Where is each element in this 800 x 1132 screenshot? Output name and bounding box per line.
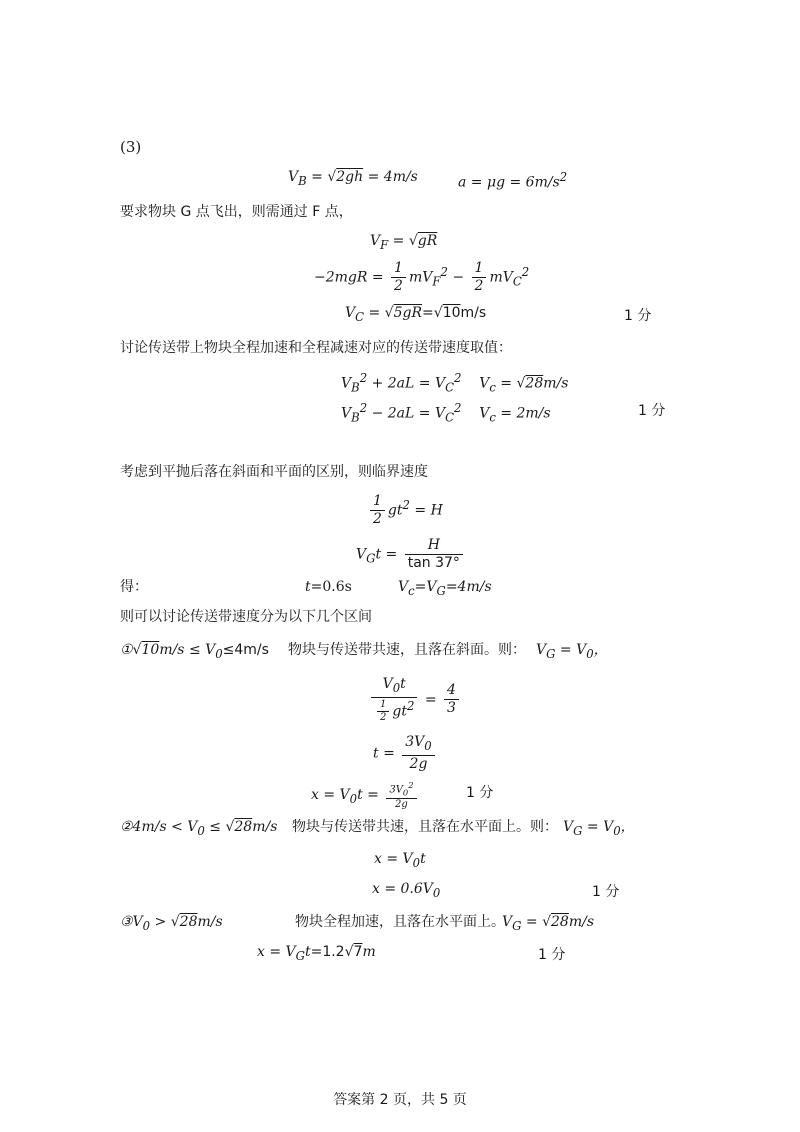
score-4: 1 分 (592, 884, 620, 900)
case2-range: ②4m/s < $V_0 \le √28m/s$ (120, 819, 278, 838)
score-2: 1 分 (638, 403, 666, 419)
vb-equation: $V_B = √2gh = 4m/s$ (288, 169, 418, 188)
case2-distance-value: $x = 0.6V_0$ (372, 881, 441, 900)
requirement-text: 要求物块 G 点飞出，则需通过 F 点， (120, 204, 353, 220)
discussion-text: 讨论传送带上物块全程加速和全程减速对应的传送带速度取值： (120, 340, 512, 356)
deceleration-case-equation: $V_B^2 - 2aL = V_C^2$ $V_c = 2m/s$ (341, 401, 551, 425)
energy-equation: −2mgR = $\frac{1}{2}$ $mV_F^2$ − $\frac{1}{2}$ $mV_C^2$ (314, 260, 530, 294)
vc-equation: $V_C = √5gR=√10m/s$ (345, 305, 487, 324)
case2-condition: $V_G = V_0$， (563, 819, 635, 838)
case1-text: 物块与传送带共速，且落在斜面。则： (288, 642, 526, 658)
result-velocity: $V_c=V_G=4m/s$ (398, 579, 492, 598)
vf-equation: $V_F = √gR$ (370, 233, 438, 252)
score-3: 1 分 (466, 785, 494, 801)
acceleration-equation: $a = \mu g = 6m/s^2$ (458, 170, 568, 191)
case1-time-equation: t = $\frac{3V_0}{2g}$ (373, 734, 438, 773)
acceleration-case-equation: $V_B^2 + 2aL = V_C^2$ $V_c = √28m/s$ (341, 371, 569, 395)
intervals-text: 则可以讨论传送带速度分为以下几个区间 (120, 609, 372, 625)
critical-speed-text: 考虑到平抛后落在斜面和平面的区别，则临界速度 (120, 464, 428, 480)
case3-range: $③V_0 > √28m/s$ (120, 914, 223, 933)
case3-condition: $V_G = √28m/s$ (502, 914, 595, 933)
case3-text: 物块全程加速，且落在水平面上。 (295, 914, 505, 930)
case1-condition: $V_G = V_0$， (536, 642, 608, 661)
case1-distance-equation: $x = V_0t$ = $\frac{3V_0^2}{2g}$ (311, 779, 420, 811)
result-label: 得： (120, 579, 148, 595)
score-5: 1 分 (538, 947, 566, 963)
case2-text: 物块与传送带共速，且落在水平面上。则： (292, 819, 558, 835)
fall-equation: $\frac{1}{2}$ $gt^2 = H$ (367, 493, 443, 528)
case1-ratio-equation: $V_0t$ $\frac{1}{2}$ $gt^2$ = $\frac{4}{3}$ (368, 676, 462, 724)
score-1: 1 分 (624, 308, 652, 324)
case3-distance-equation: $x = V_Gt=1.2√7m$ (257, 944, 376, 963)
section-label: (3) (120, 138, 142, 156)
result-time: t=0.6s (305, 579, 352, 595)
page-footer: 答案第 2 页，共 5 页 (333, 1092, 467, 1108)
case1-range: ①√10m/s ≤ $V_0\le 4m/s$ (120, 642, 269, 661)
vg-time-equation: $V_Gt$ = $\frac{H}{\tan 37^\circ}$ (356, 537, 466, 572)
case2-distance-equation: $x = V_0t$ (374, 851, 426, 870)
